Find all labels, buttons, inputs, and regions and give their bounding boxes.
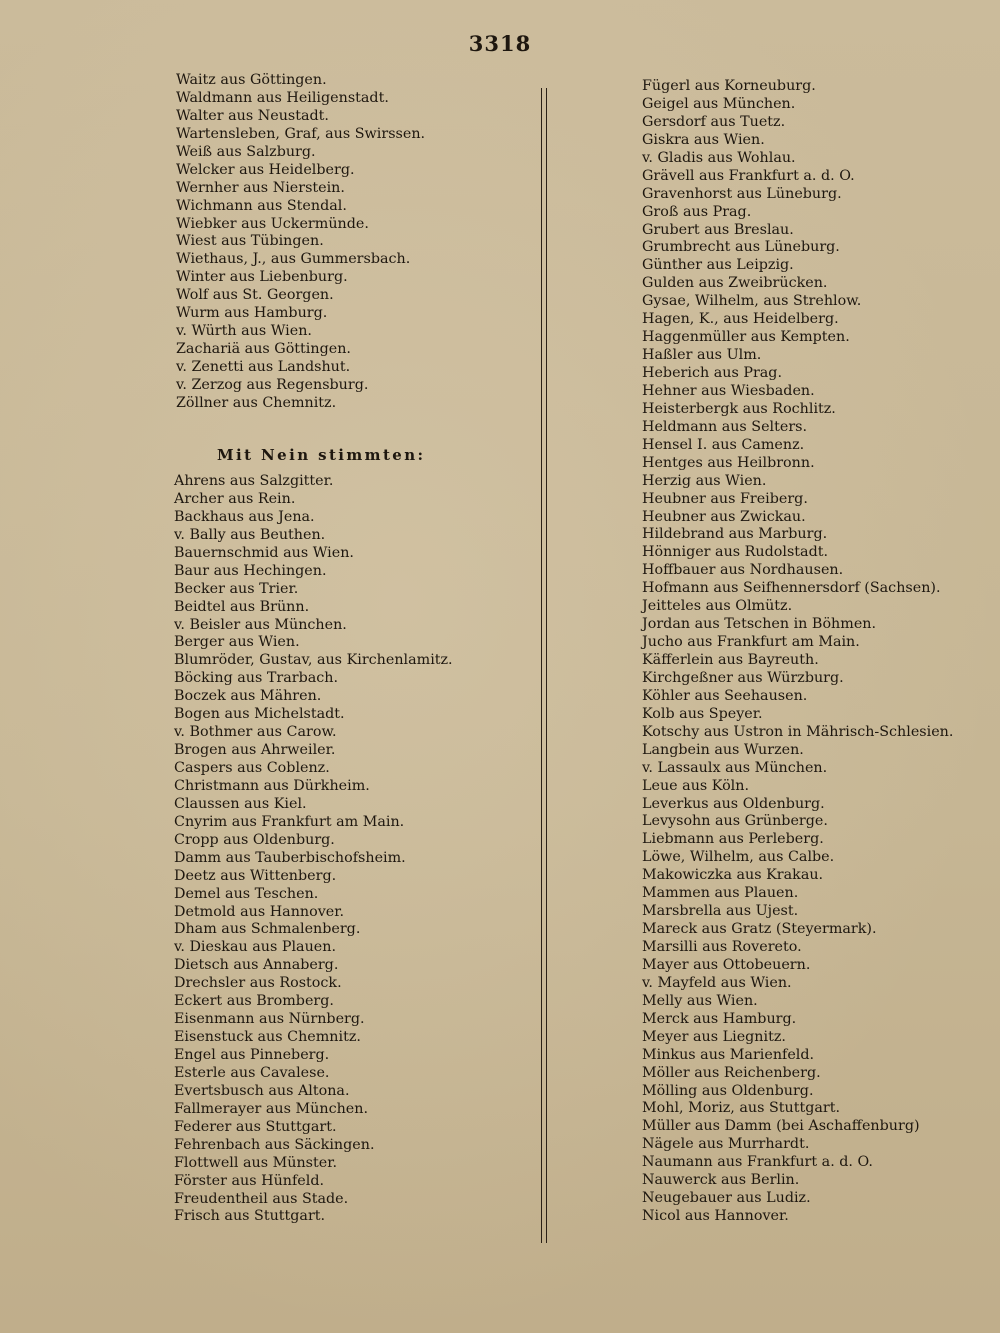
name-entry: Fehrenbach aus Säckingen. — [174, 1136, 375, 1153]
name-entry: Haggenmüller aus Kempten. — [642, 329, 850, 346]
name-entry: Wiest aus Tübingen. — [176, 233, 324, 250]
name-entry: Kirchgeßner aus Würzburg. — [642, 669, 844, 686]
name-entry: Cnyrim aus Frankfurt am Main. — [174, 813, 405, 830]
name-entry: v. Würth aus Wien. — [176, 323, 312, 340]
name-entry: Engel aus Pinneberg. — [174, 1047, 330, 1063]
name-entry: v. Lassaulx aus München. — [642, 759, 828, 776]
name-entry: Archer aus Rein. — [174, 490, 296, 507]
name-entry: Berger aus Wien. — [174, 634, 300, 651]
name-entry: Heisterbergk aus Rochlitz. — [642, 400, 836, 417]
name-entry: Evertsbusch aus Altona. — [174, 1082, 350, 1099]
name-entry: Liebmann aus Perleberg. — [642, 831, 824, 848]
name-entry: Damm aus Tauberbischofsheim. — [174, 849, 406, 866]
name-entry: v. Bothmer aus Carow. — [174, 724, 337, 741]
name-entry: Mohl, Moriz, aus Stuttgart. — [642, 1100, 841, 1117]
name-entry: Leue aus Köln. — [642, 777, 750, 794]
name-entry: Heberich aus Prag. — [642, 365, 782, 381]
name-entry: Weiß aus Salzburg. — [176, 143, 316, 160]
left-column-yes-list — [176, 72, 425, 413]
name-entry: Mayer aus Ottobeuern. — [642, 956, 811, 973]
name-entry: Hensel I. aus Camenz. — [642, 436, 805, 453]
name-entry: Haßler aus Ulm. — [642, 347, 762, 364]
name-entry: Ahrens aus Salzgitter. — [174, 473, 334, 489]
name-entry: v. Dieskau aus Plauen. — [174, 939, 336, 956]
name-entry: Hönniger aus Rudolstadt. — [642, 544, 829, 561]
name-entry: Hildebrand aus Marburg. — [642, 526, 828, 543]
name-entry: Caspers aus Coblenz. — [174, 760, 330, 776]
name-entry: Wurm aus Hamburg. — [176, 305, 328, 322]
name-entry: Claussen aus Kiel. — [174, 795, 307, 812]
name-entry: Günther aus Leipzig. — [642, 257, 794, 274]
name-entry: Levysohn aus Grünberge. — [642, 813, 828, 830]
name-entry: Dietsch aus Annaberg. — [174, 957, 339, 974]
name-entry: Heubner aus Freiberg. — [642, 490, 808, 507]
name-entry: Esterle aus Cavalese. — [174, 1064, 330, 1081]
name-entry: Deetz aus Wittenberg. — [174, 867, 337, 884]
name-entry: Walter aus Neustadt. — [176, 107, 329, 124]
name-entry: Förster aus Hünfeld. — [174, 1172, 325, 1189]
name-entry: Bauernschmid aus Wien. — [174, 544, 354, 561]
name-entry: Groß aus Prag. — [642, 203, 752, 220]
name-entry: Nägele aus Murrhardt. — [642, 1136, 810, 1153]
name-entry: Marsbrella aus Ujest. — [642, 903, 799, 920]
name-entry: Nauwerck aus Berlin. — [642, 1172, 800, 1189]
name-entry: Christmann aus Dürkheim. — [174, 777, 370, 794]
name-entry: Neugebauer aus Ludiz. — [642, 1190, 811, 1207]
name-entry: v. Gladis aus Wohlau. — [642, 149, 796, 166]
name-entry: Freudentheil aus Stade. — [174, 1190, 349, 1207]
name-entry: Jordan aus Tetschen in Böhmen. — [642, 616, 877, 633]
name-entry: Leverkus aus Oldenburg. — [642, 795, 825, 812]
name-entry: Flottwell aus Münster. — [174, 1154, 337, 1171]
name-entry: Kolb aus Speyer. — [642, 705, 763, 722]
name-entry: Boczek aus Mähren. — [174, 688, 322, 705]
name-entry: Giskra aus Wien. — [642, 131, 765, 148]
name-entry: Hehner aus Wiesbaden. — [642, 382, 815, 399]
name-entry: Melly aus Wien. — [642, 992, 758, 1009]
name-entry: Nicol aus Hannover. — [642, 1208, 789, 1225]
name-entry: Meyer aus Liegnitz. — [642, 1028, 786, 1045]
right-column-no-list — [642, 78, 953, 1226]
name-entry: Mammen aus Plauen. — [642, 885, 799, 902]
name-entry: Mölling aus Oldenburg. — [642, 1082, 814, 1099]
name-entry: Fallmerayer aus München. — [174, 1100, 369, 1117]
name-entry: Merck aus Hamburg. — [642, 1010, 797, 1027]
name-entry: Möller aus Reichenberg. — [642, 1064, 821, 1081]
name-entry: Cropp aus Oldenburg. — [174, 831, 335, 848]
name-entry: Federer aus Stuttgart. — [174, 1118, 337, 1135]
name-entry: Brogen aus Ahrweiler. — [174, 742, 336, 759]
name-entry: Langbein aus Wurzen. — [642, 741, 804, 758]
name-entry: Jeitteles aus Olmütz. — [642, 598, 793, 615]
name-entry: Waitz aus Göttingen. — [176, 72, 327, 88]
name-entry: Hagen, K., aus Heidelberg. — [642, 311, 839, 328]
name-entry: Böcking aus Trarbach. — [174, 670, 339, 687]
name-entry: Käfferlein aus Bayreuth. — [642, 652, 819, 668]
name-entry: Geigel aus München. — [642, 95, 796, 112]
name-entry: Gysae, Wilhelm, aus Strehlow. — [642, 293, 862, 310]
name-entry: Grumbrecht aus Lüneburg. — [642, 239, 840, 256]
name-entry: Wartensleben, Graf, aus Swirssen. — [176, 125, 426, 142]
name-entry: Kotschy aus Ustron in Mährisch-Schlesien. — [642, 723, 954, 740]
name-entry: Drechsler aus Rostock. — [174, 975, 342, 992]
name-entry: Zöllner aus Chemnitz. — [176, 394, 337, 411]
name-entry: Dham aus Schmalenberg. — [174, 921, 361, 938]
name-entry: Baur aus Hechingen. — [174, 562, 327, 579]
name-entry: v. Zenetti aus Landshut. — [176, 359, 351, 375]
name-entry: Hoffbauer aus Nordhausen. — [642, 562, 844, 579]
name-entry: Blumröder, Gustav, aus Kirchenlamitz. — [174, 652, 453, 669]
name-entry: Zachariä aus Göttingen. — [176, 341, 351, 358]
name-entry: Beidtel aus Brünn. — [174, 598, 310, 615]
name-entry: Heubner aus Zwickau. — [642, 508, 806, 525]
name-entry: Winter aus Liebenburg. — [176, 269, 348, 286]
name-entry: v. Zerzog aus Regensburg. — [176, 376, 369, 393]
name-entry: Grävell aus Frankfurt a. d. O. — [642, 167, 855, 184]
name-entry: Backhaus aus Jena. — [174, 508, 315, 525]
name-entry: Gulden aus Zweibrücken. — [642, 275, 828, 292]
name-entry: Eckert aus Bromberg. — [174, 993, 334, 1010]
name-entry: Löwe, Wilhelm, aus Calbe. — [642, 849, 835, 866]
name-entry: Eisenstuck aus Chemnitz. — [174, 1029, 361, 1046]
name-entry: Wiethaus, J., aus Gummersbach. — [176, 251, 411, 268]
name-entry: Heldmann aus Selters. — [642, 418, 808, 435]
name-entry: Naumann aus Frankfurt a. d. O. — [642, 1154, 873, 1171]
name-entry: Becker aus Trier. — [174, 580, 299, 597]
name-entry: Eisenmann aus Nürnberg. — [174, 1011, 365, 1028]
name-entry: v. Mayfeld aus Wien. — [642, 974, 792, 991]
name-entry: Hentges aus Heilbronn. — [642, 454, 815, 471]
name-entry: Wolf aus St. Georgen. — [176, 287, 334, 304]
name-entry: Makowiczka aus Krakau. — [642, 867, 824, 884]
name-entry: Fügerl aus Korneuburg. — [642, 78, 816, 94]
name-entry: Gravenhorst aus Lüneburg. — [642, 185, 842, 202]
name-entry: Wernher aus Nierstein. — [176, 179, 345, 196]
name-entry: Köhler aus Seehausen. — [642, 687, 808, 704]
name-entry: Wiebker aus Uckermünde. — [176, 215, 369, 232]
name-entry: Herzig aus Wien. — [642, 472, 767, 489]
name-entry: Waldmann aus Heiligenstadt. — [176, 89, 389, 106]
name-entry: Detmold aus Hannover. — [174, 903, 345, 920]
name-entry: Frisch aus Stuttgart. — [174, 1208, 326, 1225]
left-column-no-list — [174, 473, 453, 1226]
name-entry: v. Bally aus Beuthen. — [174, 526, 326, 543]
name-entry: Wichmann aus Stendal. — [176, 197, 347, 214]
name-entry: Marsilli aus Rovereto. — [642, 939, 802, 955]
name-entry: Gersdorf aus Tuetz. — [642, 113, 786, 130]
name-entry: Jucho aus Frankfurt am Main. — [642, 634, 860, 651]
name-entry: Welcker aus Heidelberg. — [176, 161, 355, 178]
name-entry: Müller aus Damm (bei Aschaffenburg) — [642, 1118, 920, 1135]
name-entry: Hofmann aus Seifhennersdorf (Sachsen). — [642, 580, 941, 597]
section-heading-no-votes: Mit Nein stimmten: — [217, 446, 426, 464]
name-entry: v. Beisler aus München. — [174, 616, 347, 633]
name-entry: Bogen aus Michelstadt. — [174, 706, 345, 723]
name-entry: Grubert aus Breslau. — [642, 221, 794, 238]
column-divider — [541, 88, 547, 1243]
name-entry: Demel aus Teschen. — [174, 885, 319, 902]
name-entry: Minkus aus Marienfeld. — [642, 1046, 815, 1063]
name-entry: Mareck aus Gratz (Steyermark). — [642, 921, 877, 938]
page-number: 3318 — [468, 31, 532, 56]
